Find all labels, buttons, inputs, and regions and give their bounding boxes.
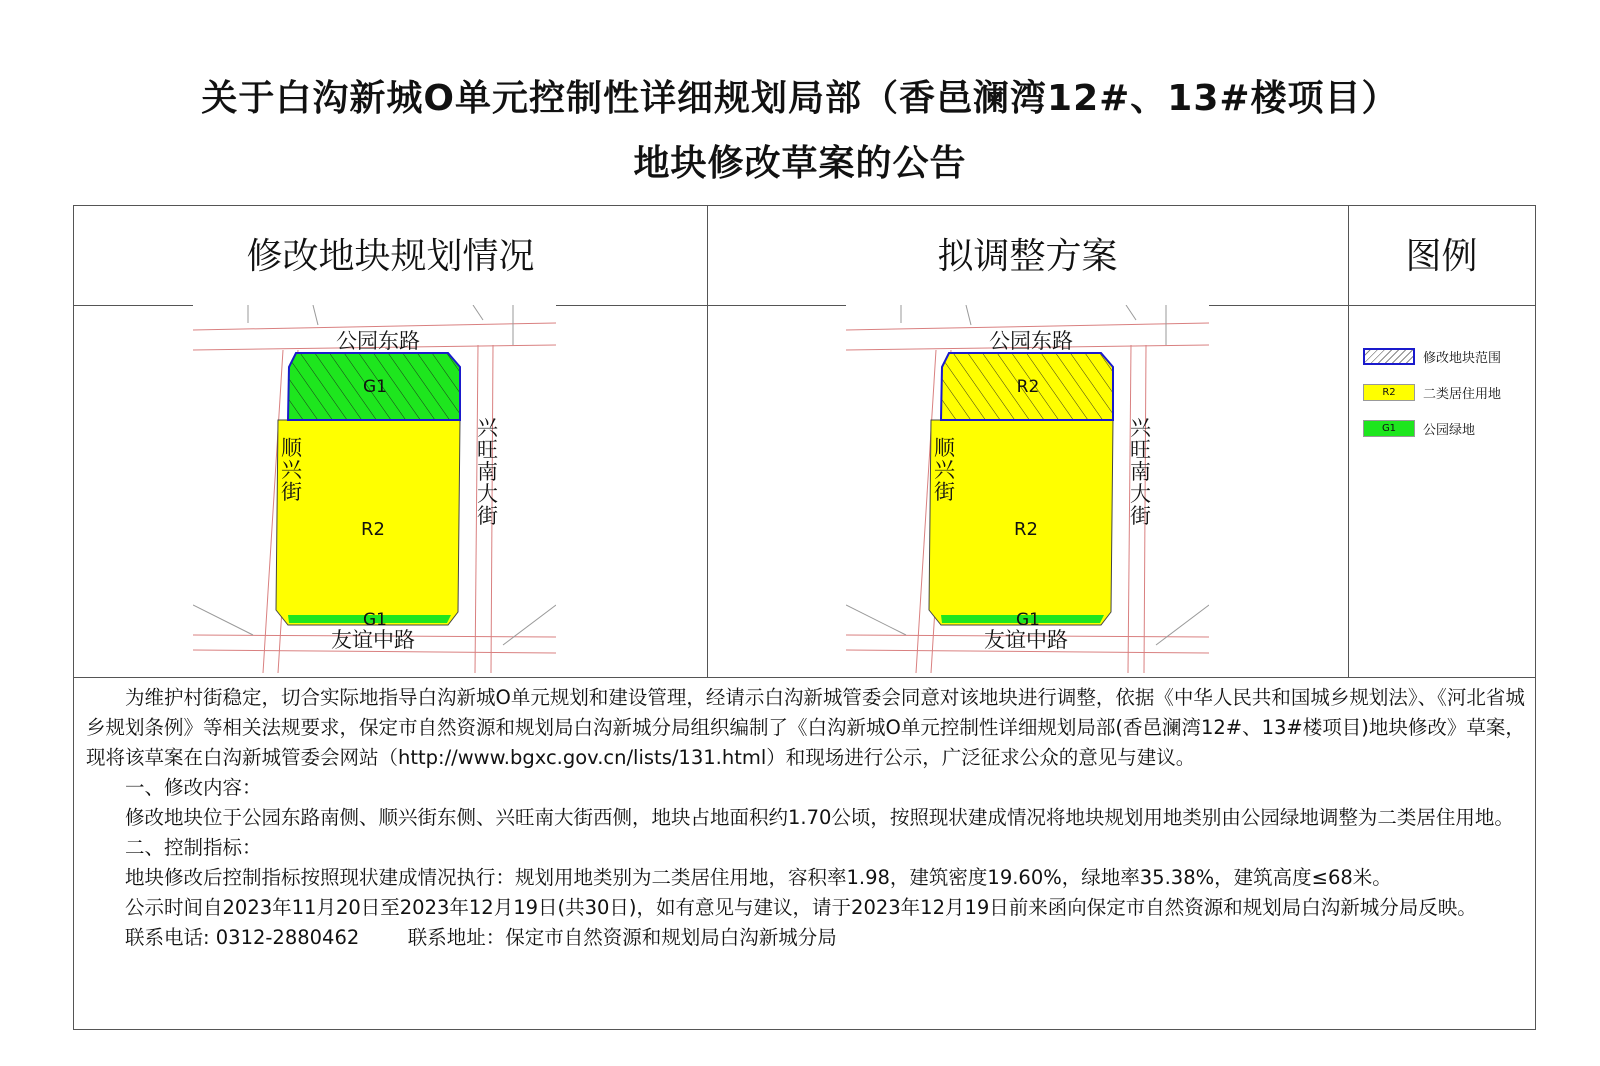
road-label-west: 顺兴街 <box>281 436 302 504</box>
section-text: 地块修改后控制指标按照现状建成情况执行：规划用地类别为二类居住用地，容积率1.98，建筑密度19.60%，绿地率35.38%，建筑高度≤68米。 <box>125 866 1392 889</box>
page-title: 关于白沟新城O单元控制性详细规划局部（香邑澜湾12#、13#楼项目） <box>201 78 1399 119</box>
legend-label: 公园绿地 <box>1423 423 1476 438</box>
road-label-south: 友谊中路 <box>984 628 1068 652</box>
intro-paragraph: 为维护村街稳定，切合实际地指导白沟新城O单元规划和建设管理，经请示白沟新城管委会同意对该地块进行调整，依据《中华人民共和国城乡规划法》、《河北省城乡规划条例》等相关法规要求，保定市自然资源和规划局白沟新城分局组织编制了《白沟新城O单元控制性详细规划局部(香邑澜湾12#、13#楼项目)地块修改》草案，现将该草案在白沟新城管委会网站（http://www.bgxc.gov.cn/lists/131.html）和现场进行公示，广泛征求公众的意见与建议。 <box>86 686 1525 769</box>
section-title: 一、修改内容： <box>125 776 262 799</box>
legend-item-park <box>1363 419 1475 438</box>
residential-swatch-icon: R2 <box>1363 384 1415 401</box>
section-text: 修改地块位于公园东路南侧、顺兴街东侧、兴旺南大街西侧，地块占地面积约1.70公顷，按照现状建成情况将地块规划用地类别由公园绿地调整为二类居住用地。 <box>125 806 1514 829</box>
parcel-label-bottom: G1 <box>1016 610 1040 630</box>
parcel-label-main: R2 <box>361 519 385 540</box>
road-label-west: 顺兴街 <box>934 436 955 504</box>
road-label-north: 公园东路 <box>989 329 1073 353</box>
contact-address: 联系地址：保定市自然资源和规划局白沟新城分局 <box>407 926 837 949</box>
contact-line <box>86 923 1526 953</box>
map-divider <box>74 677 1535 678</box>
column-header-legend: 图例 <box>1405 236 1478 277</box>
proposed-plan-map <box>846 305 1209 673</box>
road-label-south: 友谊中路 <box>331 628 415 652</box>
parcel-label-top: R2 <box>1016 377 1040 397</box>
legend-item-boundary <box>1363 347 1501 366</box>
notice-body <box>86 683 1526 953</box>
current-plan-map <box>193 305 556 673</box>
notice-period: 公示时间自2023年11月20日至2023年12月19日(共30日)，如有意见与建议，请于2023年12月19日前来函向保定市自然资源和规划局白沟新城分局反映。 <box>125 896 1477 919</box>
contact-phone: 联系电话: 0312-2880462 <box>125 926 360 949</box>
road-label-north: 公园东路 <box>336 329 420 353</box>
parcel-label-top: G1 <box>363 377 387 397</box>
parcel-label-bottom: G1 <box>363 610 387 630</box>
parcel-label-main: R2 <box>1014 519 1038 540</box>
boundary-swatch-icon <box>1363 348 1415 365</box>
section-title: 二、控制指标： <box>125 836 262 859</box>
road-label-east: 兴旺南大街 <box>1130 416 1151 528</box>
column-header-current: 修改地块规划情况 <box>246 236 535 277</box>
legend-label: 二类居住用地 <box>1423 387 1502 402</box>
column-header-proposed: 拟调整方案 <box>937 236 1118 277</box>
road-label-east: 兴旺南大街 <box>477 416 498 528</box>
legend-item-residential <box>1363 383 1501 402</box>
page-subtitle: 地块修改草案的公告 <box>633 143 967 184</box>
legend-label: 修改地块范围 <box>1423 351 1502 366</box>
park-swatch-icon: G1 <box>1363 420 1415 437</box>
